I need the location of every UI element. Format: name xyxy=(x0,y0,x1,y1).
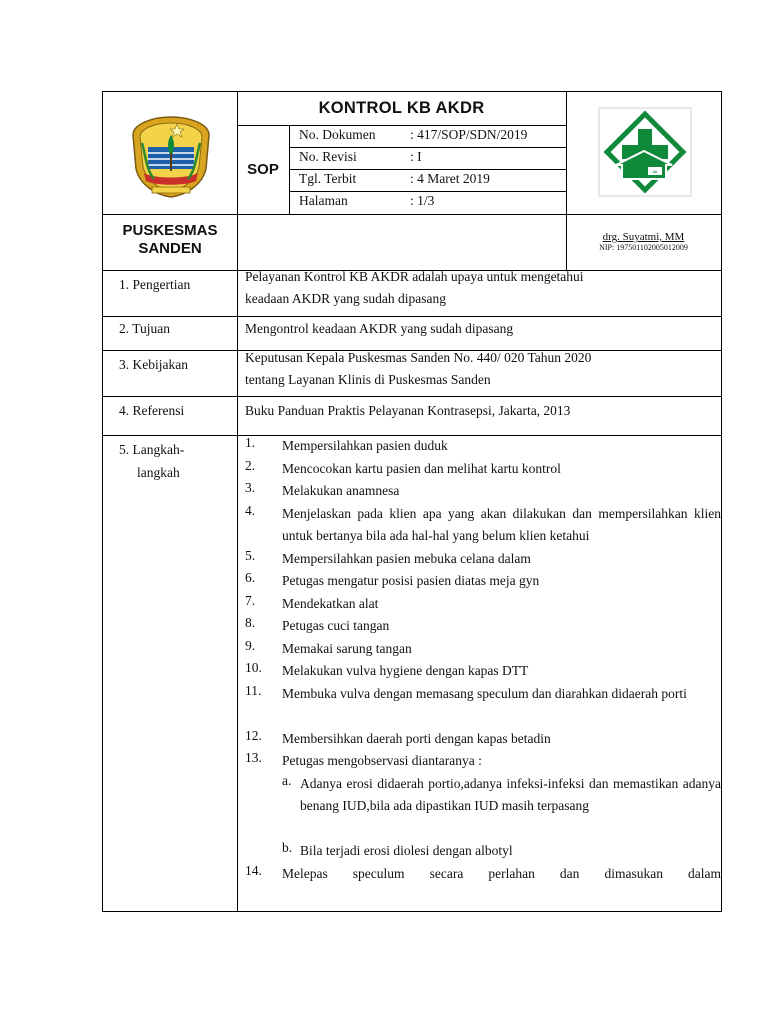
text-line: Buku Panduan Praktis Pelayanan Kontrasepsi, Jakarta, 2013 xyxy=(245,403,571,418)
sop-document xyxy=(102,91,722,912)
step-number: 2. xyxy=(245,457,256,473)
sop-label: SOP xyxy=(247,161,279,178)
section-label-purpose: 2. Tujuan xyxy=(119,321,171,336)
grid-line xyxy=(237,92,238,912)
meta-value-revision: : I xyxy=(410,149,422,164)
meta-label-revision: No. Revisi xyxy=(299,149,357,164)
meta-label-issue-date: Tgl. Terbit xyxy=(299,171,357,186)
grid-line xyxy=(103,396,721,397)
meta-label-document-number: No. Dokumen xyxy=(299,127,376,142)
step-text: Petugas cuci tangan xyxy=(282,618,390,633)
step-text: Membersihkan daerah porti dengan kapas betadin xyxy=(282,730,551,746)
step-text: Melakukan anamnesa xyxy=(282,483,400,498)
step-number: 9. xyxy=(245,637,256,653)
svg-text:∞: ∞ xyxy=(652,168,658,176)
signatory-name: drg. Suyatmi, MM xyxy=(602,231,685,243)
meta-value-issue-date: : 4 Maret 2019 xyxy=(410,171,490,186)
step-number: 13. xyxy=(245,750,262,765)
step-text: Menjelaskan pada klien apa yang akan dilakukan dan mempersilahkan klien untuk bertanya bila ada hal-hal yang belum klien ketahui xyxy=(282,505,721,543)
section-text-policy xyxy=(245,347,715,391)
organization-name xyxy=(103,222,237,258)
step-number: 14. xyxy=(245,862,262,878)
grid-line xyxy=(103,214,721,215)
organization-name-line1: PUSKESMAS xyxy=(122,222,218,239)
step-text: Membuka vulva dengan memasang speculum dan diarahkan didaerah porti xyxy=(282,685,687,701)
step-number: 6. xyxy=(245,570,256,585)
regency-emblem-icon xyxy=(130,113,212,199)
step-text: Mempersilahkan pasien mebuka celana dalam xyxy=(282,550,531,566)
steps-list xyxy=(245,435,721,912)
step-number: 4. xyxy=(245,502,256,518)
section-text-definition xyxy=(245,266,715,310)
step-number: 7. xyxy=(245,592,256,608)
step-number: 3. xyxy=(245,480,256,495)
signatory-nip: NIP: 197501102005012009 xyxy=(599,243,688,252)
step-text: Melepas speculum secara perlahan dan dimasukan dalam xyxy=(282,865,721,881)
section-label-steps-cont: langkah xyxy=(137,465,180,480)
text-line: Mengontrol keadaan AKDR yang sudah dipasang xyxy=(245,321,514,336)
meta-value-document-number: : 417/SOP/SDN/2019 xyxy=(410,127,528,142)
section-label-reference: 4. Referensi xyxy=(119,403,185,418)
step-number: 1. xyxy=(245,435,256,450)
step-text: Melakukan vulva hygiene dengan kapas DTT xyxy=(282,663,529,678)
text-line: Pelayanan Kontrol KB AKDR adalah upaya untuk mengetahui xyxy=(245,269,584,284)
section-label-steps: 5. Langkah- xyxy=(119,442,185,457)
step-text: Petugas mengobservasi diantaranya : xyxy=(282,753,482,768)
grid-line xyxy=(289,169,566,170)
step-text: Mencocokan kartu pasien dan melihat kartu kontrol xyxy=(282,460,561,476)
step-text: Petugas mengatur posisi pasien diatas meja gyn xyxy=(282,573,540,588)
section-label-definition: 1. Pengertian xyxy=(119,277,191,292)
grid-line xyxy=(289,147,566,148)
signatory-block xyxy=(566,231,721,252)
step-text: Mempersilahkan pasien duduk xyxy=(282,438,448,453)
section-text-purpose xyxy=(245,318,715,340)
section-text-reference xyxy=(245,400,715,422)
step-text: Memakai sarung tangan xyxy=(282,640,412,656)
puskesmas-logo-icon xyxy=(598,107,692,197)
substep-text: Bila terjadi erosi diolesi dengan albotyl xyxy=(300,843,513,858)
step-number: 10. xyxy=(245,660,262,675)
grid-line xyxy=(103,316,721,317)
step-number: 8. xyxy=(245,615,256,630)
text-line: Keputusan Kepala Puskesmas Sanden No. 440/ 020 Tahun 2020 xyxy=(245,350,592,365)
section-label-policy: 3. Kebijakan xyxy=(119,357,188,372)
step-number: 5. xyxy=(245,547,256,563)
substep-text: Adanya erosi didaerah portio,adanya infeksi-infeksi dan memastikan adanya benang IUD,bila ada dipastikan IUD masih terpasang xyxy=(300,775,721,813)
substep-label: b. xyxy=(282,840,293,855)
grid-line xyxy=(289,191,566,192)
text-line: keadaan AKDR yang sudah dipasang xyxy=(245,291,446,306)
substep-label: a. xyxy=(282,772,292,788)
organization-name-line2: SANDEN xyxy=(138,240,202,257)
meta-value-page: : 1/3 xyxy=(410,193,435,208)
step-number: 11. xyxy=(245,682,262,698)
meta-label-page: Halaman xyxy=(299,193,348,208)
step-number: 12. xyxy=(245,727,262,743)
document-title: KONTROL KB AKDR xyxy=(318,99,485,117)
text-line: tentang Layanan Klinis di Puskesmas Sanden xyxy=(245,372,491,387)
step-text: Mendekatkan alat xyxy=(282,595,379,611)
